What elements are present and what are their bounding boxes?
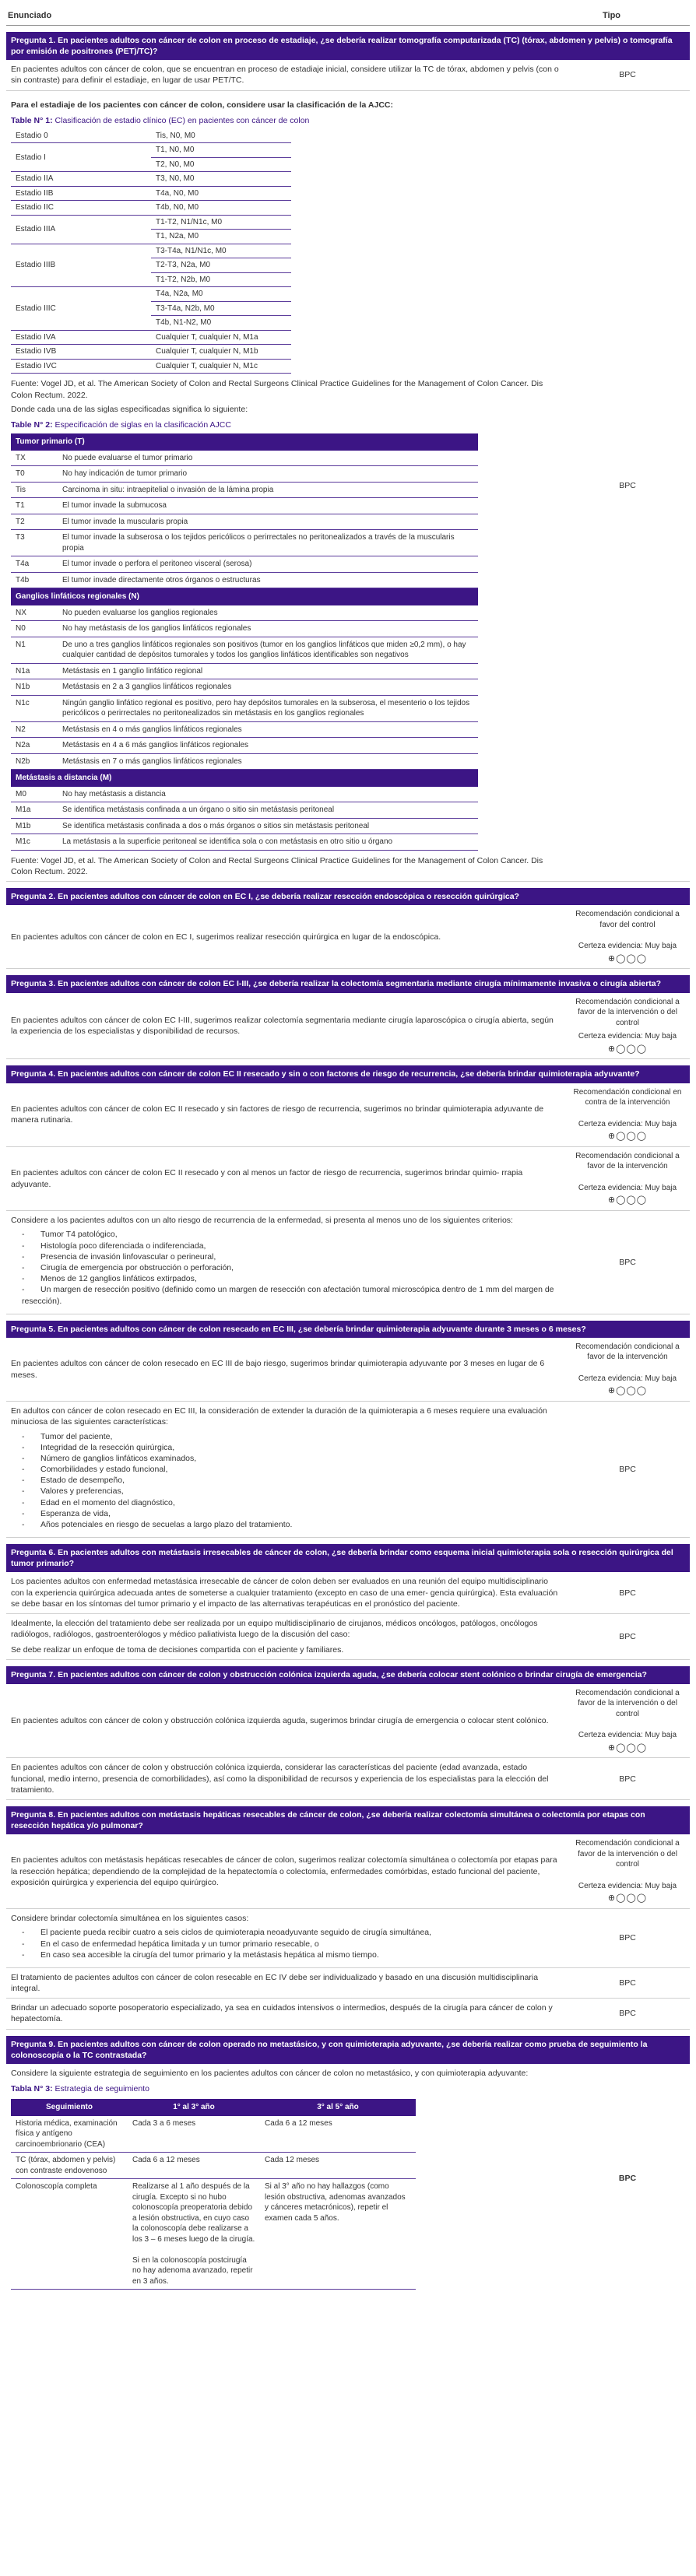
q5-bpc-intro: En adultos con cáncer de colon resecado en EC III, la consideración de extender la duración de la quimioterapia a 6 meses requiere una evaluación minuciosa de las siguientes características: bbox=[11, 1406, 547, 1427]
q4-rec1-row bbox=[6, 1083, 690, 1147]
table-row bbox=[11, 466, 478, 483]
abbr-code: N1b bbox=[11, 679, 58, 696]
abbr-desc: No hay metástasis de los ganglios linfáticos regionales bbox=[58, 621, 478, 637]
abbr-code: T3 bbox=[11, 530, 58, 556]
tnm-cell: T3, N0, M0 bbox=[151, 172, 291, 187]
table-row bbox=[11, 514, 478, 530]
abbr-desc: Ningún ganglio linfático regional es positivo, pero hay depósitos tumorales en la subserosa, el mesenterio o los tejidos pericólicos o perirrectales no peritonealizados sin metástasis en los ganglios regionales bbox=[58, 695, 478, 721]
list-item: - En el caso de enfermedad hepática limitada y un tumor primario resecable, o bbox=[22, 1939, 561, 1950]
list-item: - Estado de desempeño, bbox=[22, 1475, 561, 1486]
list-item: - Tumor del paciente, bbox=[22, 1431, 561, 1442]
abbr-desc: No hay metástasis a distancia bbox=[58, 787, 478, 802]
q7-rec-type bbox=[565, 1684, 690, 1758]
abbr-desc: El tumor invade la submucosa bbox=[58, 498, 478, 514]
tnm-cell: T2-T3, N2a, M0 bbox=[151, 258, 291, 273]
q8-rec-text: En pacientes adultos con metástasis hepáticas resecables de cáncer de colon, sugerimos realizar colectomía simultánea o colectomía por etapas para la resección hepática; dependiendo de la complejidad de la hepatectomía o colectomía, enfermedades comórbidas, estado funcional del paciente, exposición quirúrgica y experiencia del equipo quirúrgico. bbox=[11, 1855, 557, 1887]
tnm-cell: T2, N0, M0 bbox=[151, 157, 291, 172]
q7-bpc-text: En pacientes adultos con cáncer de colon y obstrucción colónica izquierda, considerar las características del paciente (edad avanzada, estado funcional, medio interno, presencia de comorbilidades), así como la disponibilidad de recursos y experiencia de los especialistas para la elección del tratamiento. bbox=[11, 1763, 549, 1795]
table-row bbox=[11, 738, 478, 754]
q8-rec-row bbox=[6, 1834, 690, 1909]
section-header: Metástasis a distancia (M) bbox=[11, 770, 478, 787]
table-row bbox=[11, 695, 478, 721]
abbr-desc: La metástasis a la superficie peritoneal se identifica sola o con metástasis en otro sitio u órgano bbox=[58, 834, 478, 851]
q5-bpc-content bbox=[6, 1402, 565, 1537]
abbr-code: N1c bbox=[11, 695, 58, 721]
table-cell: TC (tórax, abdomen y pelvis) con contraste endovenoso bbox=[11, 2153, 128, 2179]
list-item: - Histología poco diferenciada o indiferenciada, bbox=[22, 1241, 561, 1251]
column-header: 3° al 5° año bbox=[260, 2099, 416, 2116]
question-6-title: Pregunta 6. En pacientes adultos con metástasis irresecables de cáncer de colon, ¿se debería brindar como esquema inicial quimioterapia sola o resección quirúrgica del tumor primario? bbox=[6, 1544, 690, 1572]
q5-strength: Recomendación condicional a favor de la intervención bbox=[575, 1342, 680, 1362]
q7-strength: Recomendación condicional a favor de la intervención o del control bbox=[575, 1688, 680, 1718]
abbr-desc: No puede evaluarse el tumor primario bbox=[58, 451, 478, 466]
list-item: - Integridad de la resección quirúrgica, bbox=[22, 1442, 561, 1453]
tnm-cell: T1, N2a, M0 bbox=[151, 230, 291, 244]
q1-rec1-text: En pacientes adultos con cáncer de colon, que se encuentran en proceso de estadiaje inicial, considere utilizar la TC de tórax, abdomen y pelvis (con o sin contraste) para definir el estadiaje, en lugar de usar PET/TC. bbox=[11, 65, 559, 86]
q8-certainty: Certeza evidencia: Muy baja bbox=[578, 1881, 677, 1890]
abbr-desc: Metástasis en 4 a 6 más ganglios linfáticos regionales bbox=[58, 738, 478, 754]
q2-rec-text: En pacientes adultos con cáncer de colon en EC I, sugerimos realizar resección quirúrgica en lugar de la endoscópica. bbox=[11, 932, 441, 942]
abbr-code: TX bbox=[11, 451, 58, 466]
q4-strength1: Recomendación condicional en contra de la intervención bbox=[573, 1087, 682, 1107]
abbr-code: T4a bbox=[11, 556, 58, 573]
abbr-desc: No hay indicación de tumor primario bbox=[58, 466, 478, 483]
table-header bbox=[6, 8, 690, 26]
q9-type: BPC bbox=[618, 2174, 637, 2184]
certainty-icon: ⊕◯◯◯ bbox=[607, 1044, 648, 1054]
q4-bpc-intro: Considere a los pacientes adultos con un alto riesgo de recurrencia de la enfermedad, si presenta al menos uno de los siguientes criterios: bbox=[11, 1216, 513, 1226]
q6-bpc1-row bbox=[6, 1572, 690, 1614]
table-row bbox=[11, 359, 291, 374]
abbr-desc: Metástasis en 2 a 3 ganglios linfáticos regionales bbox=[58, 679, 478, 696]
q9-content bbox=[6, 2064, 565, 2293]
abbr-code: NX bbox=[11, 605, 58, 621]
q8-bpc2-row bbox=[6, 1968, 690, 1999]
q8-bpc2-text: El tratamiento de pacientes adultos con cáncer de colon resecable en EC IV debe ser individualizado y basado en una discusión multidisciplinaria integral. bbox=[11, 1972, 539, 1994]
table-row bbox=[11, 287, 291, 302]
certainty-icon: ⊕◯◯◯ bbox=[607, 1742, 648, 1753]
q1-rec2-row bbox=[6, 91, 690, 882]
table-row bbox=[11, 621, 478, 637]
list-item: - Tumor T4 patológico, bbox=[22, 1229, 561, 1240]
abbr-code: N2a bbox=[11, 738, 58, 754]
stage-cell: Estadio IIIA bbox=[11, 215, 151, 244]
q2-strength: Recomendación condicional a favor del control bbox=[575, 910, 680, 929]
tnm-cell: Cualquier T, cualquier N, M1a bbox=[151, 330, 291, 345]
table-row bbox=[11, 787, 478, 802]
table-row bbox=[11, 345, 291, 360]
table-row bbox=[11, 186, 291, 201]
q7-bpc-row bbox=[6, 1758, 690, 1800]
abbr-code: M1a bbox=[11, 802, 58, 819]
q8-bpc3-type: BPC bbox=[619, 2009, 636, 2019]
abbr-desc: De uno a tres ganglios linfáticos regionales son positivos (tumor en los ganglios linfáticos que miden ≥0,2 mm), o hay cualquier cantidad de depósitos tumorales y todos los ganglios linfáticos identificables son negativos bbox=[58, 637, 478, 663]
table-row bbox=[11, 201, 291, 216]
section-header-row bbox=[11, 433, 478, 451]
table3-caption: Tabla N° 3: Estrategia de seguimiento bbox=[11, 2084, 149, 2094]
table-row bbox=[11, 721, 478, 738]
tnm-cell: T3-T4a, N1/N1c, M0 bbox=[151, 244, 291, 258]
abbr-code: M1b bbox=[11, 818, 58, 834]
q9-row bbox=[6, 2064, 690, 2293]
q7-rec-row bbox=[6, 1684, 690, 1759]
table-row bbox=[11, 143, 291, 158]
q6-bpc1-text: Los pacientes adultos con enfermedad metastásica irresecable de cáncer de colon deben ser evaluados en una reunión del equipo multidisciplinario con la experiencia quirúrgica adecuada antes de someterse a cualquier tratamiento (excepto en caso de una emer- gencia quirúrgica). Esta evaluación se debe basar en los síntomas del tumor primario y el impacto de las alternativas terapéuticas en el pronóstico del paciente. bbox=[11, 1577, 558, 1609]
q1-rec2-content bbox=[6, 91, 565, 881]
tnm-cell: T4a, N0, M0 bbox=[151, 186, 291, 201]
question-1-title: Pregunta 1. En pacientes adultos con cáncer de colon en proceso de estadiaje, ¿se debería realizar tomografía computarizada (TC) (tórax, abdomen y pelvis) o tomografía por emisión de positrones (PET)/TC)? bbox=[6, 32, 690, 60]
abbr-code: T2 bbox=[11, 514, 58, 530]
question-9-title: Pregunta 9. En pacientes adultos con cáncer de colon operado no metastásico, y con quimioterapia adyuvante, ¿se debería realizar como prueba de seguimiento la colonoscopía o la TC contrastada? bbox=[6, 2036, 690, 2064]
certainty-icon: ⊕◯◯◯ bbox=[607, 1386, 648, 1396]
abbr-code: T0 bbox=[11, 466, 58, 483]
table-row bbox=[11, 451, 478, 466]
stage-cell: Estadio IIIB bbox=[11, 244, 151, 287]
table-cell: Cada 6 a 12 meses bbox=[128, 2153, 260, 2179]
abbr-code: Tis bbox=[11, 482, 58, 498]
q5-rec-text: En pacientes adultos con cáncer de colon resecado en EC III de bajo riesgo, sugerimos brindar quimioterapia adyuvante por 3 meses en lugar de 6 meses. bbox=[11, 1359, 545, 1380]
q1-rec2-type: BPC bbox=[619, 481, 636, 491]
q4-rec2-text: En pacientes adultos con cáncer de colon EC II resecado y con al menos un factor de riesgo de recurrencia, sugerimos brindar quimio- rrapia adyuvante. bbox=[11, 1168, 523, 1189]
q4-certainty2: Certeza evidencia: Muy baja bbox=[578, 1183, 677, 1192]
q4-rec1-text: En pacientes adultos con cáncer de colon EC II resecado y sin factores de riesgo de recurrencia, sugerimos no brindar quimioterapia adyuvante de manera rutinaria. bbox=[11, 1104, 544, 1125]
abbr-desc: El tumor invade directamente otros órganos o estructuras bbox=[58, 572, 478, 588]
certainty-icon: ⊕◯◯◯ bbox=[607, 953, 648, 963]
abbr-desc: Metástasis en 1 ganglio linfático regional bbox=[58, 663, 478, 679]
column-header: 1° al 3° año bbox=[128, 2099, 260, 2116]
table2-source: Fuente: Vogel JD, et al. The American Society of Colon and Rectal Surgeons Clinical Practice Guidelines for the Management of Colon Cancer. Dis Colon Rectum. 2022. bbox=[11, 855, 543, 876]
section-header-row bbox=[11, 770, 478, 787]
q2-rec-row bbox=[6, 905, 690, 969]
q8-bpc3-row bbox=[6, 1999, 690, 2029]
table-row bbox=[11, 834, 478, 851]
table-row bbox=[11, 2179, 416, 2290]
list-item: - Esperanza de vida, bbox=[22, 1508, 561, 1519]
q3-strength: Recomendación condicional a favor de la intervención o del control bbox=[575, 997, 680, 1027]
table-row bbox=[11, 244, 291, 258]
abbr-code: N0 bbox=[11, 621, 58, 637]
section-header: Tumor primario (T) bbox=[11, 433, 478, 451]
tnm-cell: Cualquier T, cualquier N, M1b bbox=[151, 345, 291, 360]
stage-table bbox=[11, 129, 291, 374]
tnm-cell: Tis, N0, M0 bbox=[151, 129, 291, 143]
q5-bpc-type: BPC bbox=[619, 1465, 636, 1475]
q4-rec2-row bbox=[6, 1147, 690, 1211]
table-row bbox=[11, 330, 291, 345]
q8-strength: Recomendación condicional a favor de la intervención o del control bbox=[575, 1839, 680, 1869]
question-2-title: Pregunta 2. En pacientes adultos con cáncer de colon en EC I, ¿se debería realizar resección endoscópica o resección quirúrgica? bbox=[6, 888, 690, 905]
list-item: - Comorbilidades y estado funcional, bbox=[22, 1464, 561, 1475]
q2-rec-type bbox=[565, 905, 690, 968]
list-item: - Cirugía de emergencia por obstrucción o perforación, bbox=[22, 1262, 561, 1273]
abbr-desc: Metástasis en 7 o más ganglios linfáticos regionales bbox=[58, 753, 478, 770]
header-type: Tipo bbox=[603, 11, 621, 20]
q4-rec2-type bbox=[565, 1147, 690, 1210]
abbr-code: N2b bbox=[11, 753, 58, 770]
stage-cell: Estadio I bbox=[11, 143, 151, 172]
q7-rec-text: En pacientes adultos con cáncer de colon y obstrucción colónica izquierda aguda, sugerimos brindar cirugía de emergencia o colocar stent colónico. bbox=[11, 1715, 549, 1725]
section-header: Ganglios linfáticos regionales (N) bbox=[11, 588, 478, 605]
tnm-cell: T4a, N2a, M0 bbox=[151, 287, 291, 302]
table-row bbox=[11, 129, 291, 143]
abbr-intro: Donde cada una de las siglas especificadas significa lo siguiente: bbox=[11, 404, 248, 414]
stage-cell: Estadio IIC bbox=[11, 201, 151, 216]
table-cell: Cada 6 a 12 meses bbox=[260, 2116, 416, 2153]
column-header: Seguimiento bbox=[11, 2099, 128, 2116]
q7-bpc-type: BPC bbox=[619, 1774, 636, 1784]
table-row bbox=[11, 2116, 416, 2153]
q5-rec-row bbox=[6, 1338, 690, 1402]
q4-bpc-content bbox=[6, 1211, 565, 1313]
q8-bpc1-type: BPC bbox=[619, 1933, 636, 1943]
question-5-title: Pregunta 5. En pacientes adultos con cáncer de colon resecado en EC III, ¿se debería brindar quimioterapia adyuvante durante 3 meses o 6 meses? bbox=[6, 1321, 690, 1338]
table-row bbox=[11, 556, 478, 573]
table-cell: Colonoscopía completa bbox=[11, 2179, 128, 2290]
q1-rec2-intro: Para el estadiaje de los pacientes con cáncer de colon, considere usar la clasificación de la AJCC: bbox=[11, 100, 393, 110]
q6-bpc2-text: Idealmente, la elección del tratamiento debe ser realizada por un equipo multidisciplinario de cirujanos, médicos oncólogos, patólogos, oncólogos radiólogos, radiólogos, gastroenterólogos y médico paliativista luego de la discusión del caso: bbox=[11, 1618, 538, 1640]
question-8-title: Pregunta 8. En pacientes adultos con metástasis hepáticas resecables de cáncer de colon, ¿se debería realizar colectomía simultánea o colectomía por etapas con resección hepática y/o pulmonar? bbox=[6, 1806, 690, 1834]
tnm-cell: T4b, N1-N2, M0 bbox=[151, 316, 291, 331]
table2-caption: Table N° 2: Especificación de siglas en la clasificación AJCC bbox=[11, 419, 231, 430]
list-item: - Años potenciales en riesgo de secuelas a largo plazo del tratamiento. bbox=[22, 1519, 561, 1530]
table1-caption: Table N° 1: Clasificación de estadio clínico (EC) en pacientes con cáncer de colon bbox=[11, 115, 310, 125]
stage-cell: Estadio IVB bbox=[11, 345, 151, 360]
q8-rec-type bbox=[565, 1834, 690, 1908]
table-row bbox=[11, 605, 478, 621]
question-4-title: Pregunta 4. En pacientes adultos con cáncer de colon EC II resecado y sin o con factores de riesgo de recurrencia, ¿se debería brindar quimioterapia adyuvante? bbox=[6, 1065, 690, 1083]
abbr-desc: No pueden evaluarse los ganglios regionales bbox=[58, 605, 478, 621]
q3-rec-type bbox=[565, 993, 690, 1059]
question-7-title: Pregunta 7. En pacientes adultos con cáncer de colon y obstrucción colónica izquierda aguda, ¿se debería colocar stent colónico o brindar cirugía de emergencia? bbox=[6, 1666, 690, 1683]
header-statement: Enunciado bbox=[8, 11, 52, 20]
certainty-icon: ⊕◯◯◯ bbox=[607, 1893, 648, 1904]
list-item: - Valores y preferencias, bbox=[22, 1486, 561, 1497]
q8-bpc1-intro: Considere brindar colectomía simultánea en los siguientes casos: bbox=[11, 1914, 249, 1924]
table-row bbox=[11, 663, 478, 679]
table-row bbox=[11, 679, 478, 696]
table-row bbox=[11, 818, 478, 834]
list-item: - El paciente pueda recibir cuatro a seis ciclos de quimioterapia neoadyuvante seguido de cirugía simultánea, bbox=[22, 1927, 561, 1938]
abbr-desc: Carcinoma in situ: intraepitelial o invasión de la lámina propia bbox=[58, 482, 478, 498]
table-row bbox=[11, 498, 478, 514]
characteristics-list bbox=[22, 1431, 561, 1531]
certainty-icon: ⊕◯◯◯ bbox=[607, 1195, 648, 1206]
abbr-code: N1 bbox=[11, 637, 58, 663]
stage-cell: Estadio IVA bbox=[11, 330, 151, 345]
stage-cell: Estadio IVC bbox=[11, 359, 151, 374]
tnm-cell: T1, N0, M0 bbox=[151, 143, 291, 158]
table-cell: Historia médica, examinación física y antígeno carcinoembrionario (CEA) bbox=[11, 2116, 128, 2153]
q1-rec1-row bbox=[6, 60, 690, 90]
tnm-cell: T1-T2, N2b, M0 bbox=[151, 272, 291, 287]
question-3-title: Pregunta 3. En pacientes adultos con cáncer de colon EC I-III, ¿se debería realizar la colectomía segmentaria mediante cirugía mínimamente invasiva o cirugía abierta? bbox=[6, 975, 690, 992]
q8-bpc3-text: Brindar un adecuado soporte posoperatorio especializado, ya sea en cuidados intensivos o intermedios, después de la cirugía para cáncer de colon y hepatectomía. bbox=[11, 2003, 553, 2024]
list-item: - Presencia de invasión linfovascular o perineural, bbox=[22, 1251, 561, 1262]
list-item: - Número de ganglios linfáticos examinados, bbox=[22, 1453, 561, 1464]
follow-up-table bbox=[11, 2099, 416, 2290]
abbr-code: N2 bbox=[11, 721, 58, 738]
abbr-desc: El tumor invade la muscularis propia bbox=[58, 514, 478, 530]
q4-rec1-type bbox=[565, 1083, 690, 1146]
abbr-code: M1c bbox=[11, 834, 58, 851]
certainty-icon: ⊕◯◯◯ bbox=[607, 1132, 648, 1142]
table-row bbox=[11, 572, 478, 588]
q8-bpc1-content bbox=[6, 1909, 565, 1967]
abbr-desc: El tumor invade la subserosa o los tejidos pericólicos o perirrectales no peritonealizados a través de la muscularis propia bbox=[58, 530, 478, 556]
tnm-cell: Cualquier T, cualquier N, M1c bbox=[151, 359, 291, 374]
q9-intro: Considere la siguiente estrategia de seguimiento en los pacientes adultos con cáncer de colon no metastásico, y con quimioterapia adyuvante: bbox=[11, 2068, 529, 2078]
q6-bpc2-row bbox=[6, 1614, 690, 1661]
stage-cell: Estadio IIB bbox=[11, 186, 151, 201]
abbr-code: T4b bbox=[11, 572, 58, 588]
q6-bpc3-text: Se debe realizar un enfoque de toma de decisiones compartida con el paciente y familiares. bbox=[11, 1645, 344, 1655]
tnm-cell: T4b, N0, M0 bbox=[151, 201, 291, 216]
abbr-desc: El tumor invade o perfora el peritoneo visceral (serosa) bbox=[58, 556, 478, 573]
q3-certainty: Certeza evidencia: Muy baja bbox=[578, 1032, 677, 1041]
q6-bpc1-type: BPC bbox=[619, 1588, 636, 1598]
stage-cell: Estadio 0 bbox=[11, 129, 151, 143]
q8-bpc1-row bbox=[6, 1909, 690, 1968]
q5-bpc-row bbox=[6, 1402, 690, 1538]
risk-criteria-list bbox=[22, 1229, 561, 1306]
simultaneous-cases-list bbox=[22, 1927, 561, 1960]
q7-certainty: Certeza evidencia: Muy baja bbox=[578, 1731, 677, 1740]
q6-bpc2-type: BPC bbox=[619, 1632, 636, 1642]
abbr-desc: Metástasis en 4 o más ganglios linfáticos regionales bbox=[58, 721, 478, 738]
q8-bpc2-type: BPC bbox=[619, 1978, 636, 1988]
table1-source: Fuente: Vogel JD, et al. The American Society of Colon and Rectal Surgeons Clinical Practice Guidelines for the Management of Colon Cancer. Dis Colon Rectum. 2022. bbox=[11, 379, 543, 400]
q3-rec-row bbox=[6, 993, 690, 1060]
table-cell: Realizarse al 1 año después de la cirugía. Excepto si no hubo colonoscopía preoperatoria debido a lesión obstructiva, en cuyo caso la colonoscopía debe realizarse a los 3 – 6 meses luego de la cirugía. Si en la colonoscopía postcirugía no hay adenoma avanzado, repetir en 3 años. bbox=[128, 2179, 260, 2290]
list-item: - Menos de 12 ganglios linfáticos extirpados, bbox=[22, 1273, 561, 1284]
table-row bbox=[11, 172, 291, 187]
table-row bbox=[11, 753, 478, 770]
stage-cell: Estadio IIIC bbox=[11, 287, 151, 331]
table-header-row bbox=[11, 2099, 416, 2116]
table-row bbox=[11, 530, 478, 556]
table-row bbox=[11, 637, 478, 663]
table-cell: Si al 3° año no hay hallazgos (como lesión obstructiva, adenomas avanzados y cánceres metacrónicos), repetir el examen cada 5 años. bbox=[260, 2179, 416, 2290]
q1-rec1-type: BPC bbox=[619, 70, 636, 80]
q4-bpc-type: BPC bbox=[619, 1257, 636, 1267]
section-header-row bbox=[11, 588, 478, 605]
list-item: - Un margen de resección positivo (definido como un margen de resección con afectación tumoral microscópica dentro de 1 mm del margen de resección). bbox=[22, 1284, 561, 1306]
tnm-cell: T1-T2, N1/N1c, M0 bbox=[151, 215, 291, 230]
abbr-code: N1a bbox=[11, 663, 58, 679]
list-item: - En caso sea accesible la cirugía del tumor primario y la metástasis hepática al mismo tiempo. bbox=[22, 1950, 561, 1960]
q6-bpc2-content bbox=[6, 1614, 565, 1660]
table-row bbox=[11, 802, 478, 819]
abbreviation-table bbox=[11, 433, 478, 851]
table-row bbox=[11, 2153, 416, 2179]
abbr-desc: Se identifica metástasis confinada a dos o más órganos o sitios sin metástasis peritoneal bbox=[58, 818, 478, 834]
abbr-code: M0 bbox=[11, 787, 58, 802]
q3-rec-text: En pacientes adultos con cáncer de colon EC I-III, sugerimos realizar colectomía segmentaria mediante cirugía laparoscópica o cirugía abierta, según la experiencia de los especialistas y disponibilidad de recursos. bbox=[11, 1015, 554, 1037]
table-row bbox=[11, 215, 291, 230]
q4-strength2: Recomendación condicional a favor de la intervención bbox=[575, 1151, 680, 1171]
abbr-desc: Se identifica metástasis confinada a un órgano o sitio sin metástasis peritoneal bbox=[58, 802, 478, 819]
table-row bbox=[11, 482, 478, 498]
q5-certainty: Certeza evidencia: Muy baja bbox=[578, 1374, 677, 1383]
q4-certainty1: Certeza evidencia: Muy baja bbox=[578, 1119, 677, 1128]
table-cell: Cada 12 meses bbox=[260, 2153, 416, 2179]
list-item: - Edad en el momento del diagnóstico, bbox=[22, 1497, 561, 1508]
q4-bpc-row bbox=[6, 1211, 690, 1314]
table-cell: Cada 3 a 6 meses bbox=[128, 2116, 260, 2153]
tnm-cell: T3-T4a, N2b, M0 bbox=[151, 301, 291, 316]
q2-certainty: Certeza evidencia: Muy baja bbox=[578, 942, 677, 951]
stage-cell: Estadio IIA bbox=[11, 172, 151, 187]
abbr-code: T1 bbox=[11, 498, 58, 514]
q5-rec-type bbox=[565, 1338, 690, 1401]
